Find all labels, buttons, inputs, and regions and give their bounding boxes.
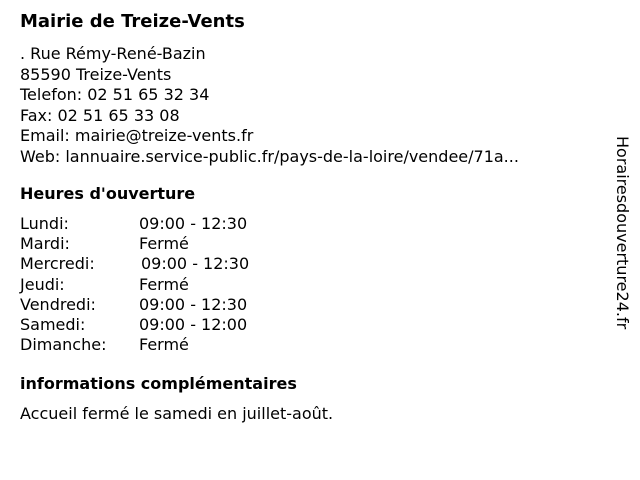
day-label: Mercredi: (20, 254, 95, 274)
email-address: Email: mairie@treize-vents.fr (20, 126, 254, 145)
day-label: Lundi: (20, 214, 69, 233)
website-link: Web: lannuaire.service-public.fr/pays-de-la-loire/vendee/71a... (20, 146, 519, 166)
additional-info-text: Accueil fermé le samedi en juillet-août. (20, 404, 334, 423)
time-value: Fermé (139, 335, 189, 355)
time-value: 09:00 - 12:30 (139, 214, 248, 233)
contact-block (20, 44, 519, 167)
time-value: 09:00 - 12:00 (139, 314, 248, 334)
day-label: Dimanche: (20, 335, 107, 355)
day-label: Vendredi: (20, 294, 96, 314)
additional-info-heading: informations complémentaires (20, 374, 297, 393)
city-postal: 85590 Treize-Vents (20, 64, 172, 84)
phone-number: Telefon: 02 51 65 32 34 (20, 85, 210, 104)
day-label: Jeudi: (20, 274, 65, 294)
time-value: Fermé (139, 234, 189, 254)
opening-hours-heading: Heures d'ouverture (20, 184, 196, 203)
street-address: . Rue Rémy-René-Bazin (20, 44, 206, 63)
time-value: 09:00 - 12:30 (139, 294, 248, 314)
day-label: Samedi: (20, 314, 86, 334)
day-label: Mardi: (20, 234, 70, 254)
watermark-text: Horairesdouverture24.fr (613, 136, 632, 330)
page-title: Mairie de Treize-Vents (20, 11, 245, 32)
time-value: 09:00 - 12:30 (141, 254, 250, 274)
time-value: Fermé (139, 274, 189, 294)
site-watermark (612, 136, 632, 372)
fax-number: Fax: 02 51 65 33 08 (20, 105, 180, 125)
